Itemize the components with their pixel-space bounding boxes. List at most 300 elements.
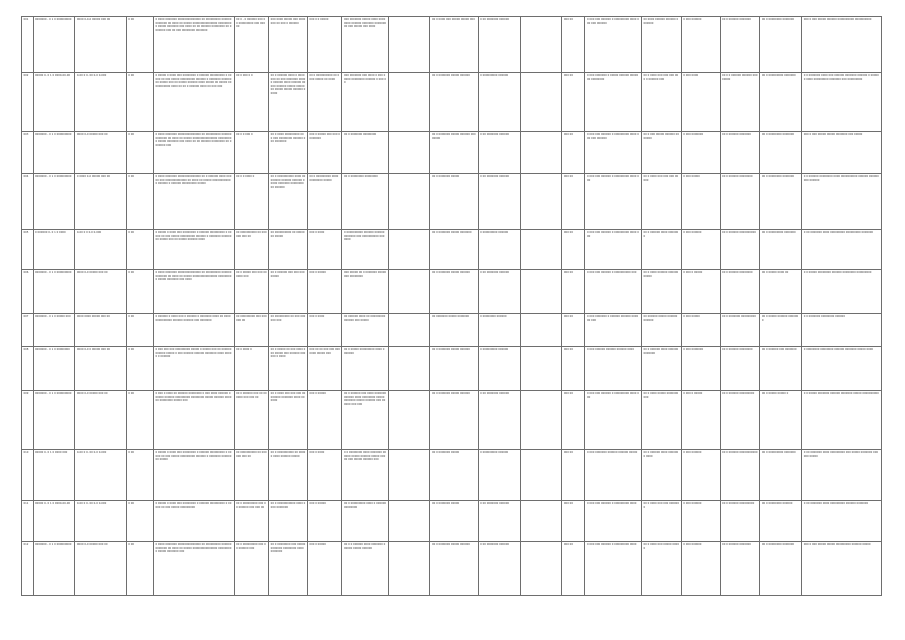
table-cell [478,450,520,501]
cell-text: 00 0 0000 000 000 000 00000 [643,175,679,182]
table-cell [153,230,234,270]
table-cell [388,347,430,391]
cell-text: 00 0 000000 000 0000000 [761,348,797,351]
table-cell [562,542,585,596]
table-cell [802,230,882,270]
cell-text: 005 [23,231,29,234]
table-cell [388,174,430,230]
table-cell [478,391,520,450]
table-cell [307,391,342,450]
cell-text: 0 00 0000000 0000 000000000 000000 0000000 [803,502,869,505]
cell-text: 0000000 - 0 1 0 000000000 [35,133,72,136]
table-row [22,230,882,270]
cell-text: 000 00 [563,315,573,318]
table-cell [22,230,34,270]
cell-text: 0 00 0000000 000000 [480,175,510,178]
cell-text: 000 0 00000 [309,392,326,395]
cell-text: 0 00 0000000 0000 000000000 000000000 0000000 [803,231,874,234]
cell-text: 0000000 - 0 1 0 00000 000 [35,315,71,318]
cell-text: 000 0 0000 [309,315,325,318]
table-row [22,132,882,174]
cell-text: 0 000 000 000000 0 000000000 0000 000 000 000000 [586,133,639,140]
cell-text: 0 0000 0000000 00000000000000 00 000000000 0000000000000 00 0000 00 00000 000000000000000 000000000 00000 0000000 000 0000 00 00 000000 00000000 00 0000000 000 [155,133,232,147]
table-cell [342,73,388,132]
table-cell [520,132,562,174]
table-cell [153,450,234,501]
cell-text: 006 [23,271,29,274]
cell-text: 0 000 00000 [683,315,700,318]
table-cell [520,174,562,230]
table-cell [520,230,562,270]
cell-text: 0 0000 0000000 00000000000000 00 000000000 0000000000000 00 0000 00 00000 000000000000000 000000000 00000 0000000 000 [155,543,232,554]
table-cell [430,391,478,450]
cell-text: 00 0 00000000 0000000 [761,133,795,136]
cell-text: 0 000 000 000000 0 000000000 0000 000 [586,231,639,238]
table-cell [75,132,126,174]
cell-text: 00 0 0000000 00000 000000 00000000 [431,133,476,140]
cell-text: 0-00 0 0- 00 0-0 0-000 [76,451,107,454]
document-page [21,16,882,596]
table-cell [802,450,882,501]
cell-text: 00 0 000000 00000000 [722,175,753,178]
table-cell [75,542,126,596]
cell-text: 0000 0-0 00000 000 00 [76,392,108,395]
cell-text: 00 0 000000000 000 00 000000 000 [236,543,266,550]
cell-text: 0000 0-0 0 00000 000 00 [76,348,111,351]
cell-text: 00 0 0000 000 00000 00000 000 [431,18,475,21]
cell-text: 0 0000 0000000 00000000000000 00 000000000 0000000000000 00 0000 00 00000 000000000000000 000000000 00000 0000000 000 0000 00 00 000000 00000000 00 0000000 000 00 000 00000000 0000000 [155,18,232,32]
cell-text: 0000 0000 00000 000 00 [76,315,110,318]
table-cell [642,314,682,347]
table-cell [307,450,342,501]
table-cell [642,270,682,314]
table-cell [22,17,34,73]
table-cell [307,230,342,270]
table-cell [562,347,585,391]
table-cell [478,174,520,230]
cell-text: 00 0 0 000000 000000 00000000 [722,74,758,81]
table-cell [760,450,802,501]
table-cell [33,391,75,450]
cell-text: 00 0 000000 000 0000 0000000 000000 0000 00000000 00000 0000000 00000 000000 000 000000 000 000 [343,392,387,406]
table-cell [720,501,760,542]
table-cell [520,314,562,347]
table-row [22,450,882,501]
table-cell [720,347,760,391]
cell-text: 0 000000000 000000 [480,74,509,77]
table-cell [22,174,34,230]
table-cell [126,132,153,174]
cell-text: 0 000 000 000000 0 000000000 0000 000 000 000000 [586,18,639,25]
table-cell [760,174,802,230]
cell-text: 00 0 0000000 00000 [431,502,460,505]
cell-text: 0 000 0000000 0 00000 000000 0000000 00000000 [586,74,639,81]
cell-text: 0 000 0000000 0 000000 000000 0000 00 000 [586,315,639,322]
cell-text: 00 0 0000 00000 0000000000 [643,392,679,399]
cell-text: 0 00 [128,543,134,546]
table-cell [642,132,682,174]
cell-text: 0 000 0000000 000000 000000 00000 [586,451,638,454]
table-cell [681,132,720,174]
table-row [22,347,882,391]
table-cell [720,542,760,596]
cell-text: 00 0 0000 000000000 00 0 000 00000000 000000 000 0000000 [270,133,306,144]
table-cell [33,230,75,270]
table-cell [22,270,34,314]
table-cell [802,73,882,132]
cell-text: 0 000000000 000000 [480,451,509,454]
table-cell [22,501,34,542]
table-cell [33,542,75,596]
cell-text: 000 00 [563,74,573,77]
table-cell [802,17,882,73]
cell-text: 00 0000000000 00 000000 000 00 [236,231,267,238]
table-cell [760,391,802,450]
cell-text: 00 0 000000 00000000 [722,271,753,274]
table-cell [681,270,720,314]
cell-text: 00 0 000 0 0 [236,74,253,77]
cell-text: 0 000 00000 [683,175,700,178]
cell-text: 000 0 000 00000 00000 000000000 000000 00000 [803,543,871,546]
table-cell [75,270,126,314]
table-cell [307,132,342,174]
table-cell [269,17,308,73]
table-cell [388,17,430,73]
table-cell [153,542,234,596]
table-cell [562,450,585,501]
table-cell [269,73,308,132]
table-row [22,391,882,450]
table-cell [430,132,478,174]
cell-text: 0 000 000 000000 0 0000000000 000 [586,271,637,274]
cell-text: 0000000 - 0 1 0 000000000 [35,18,72,21]
table-cell [720,132,760,174]
table-cell [720,270,760,314]
cell-text: 0 000 000 000000 0 000000000 0000 000 [586,392,639,399]
table-row [22,174,882,230]
table-cell [478,17,520,73]
table-cell [234,450,269,501]
table-cell [585,450,642,501]
cell-text: 00 0 0000000 00000 000000 [431,74,470,77]
cell-text: 008 [23,348,29,351]
table-cell [642,347,682,391]
table-cell [430,230,478,270]
table-cell [22,314,34,347]
cell-text: 000 00 [563,502,573,505]
cell-text: 000 0 000 00000 00000 0000000 000 00000 [803,133,863,136]
cell-text: 003 [23,133,29,136]
cell-text: 00 0 00000000 000 00000 0000000 00000000 0000 0000000 [270,543,306,554]
table-cell [342,450,388,501]
table-cell [430,270,478,314]
table-cell [585,542,642,596]
table-cell [681,347,720,391]
cell-text: 00 0 0000000 000000000 [722,315,756,318]
table-cell [126,347,153,391]
table-cell [585,347,642,391]
table-cell [430,174,478,230]
table-cell [430,347,478,391]
table-cell [33,17,75,73]
cell-text: 0 000 0000 [683,74,699,77]
table-cell [153,391,234,450]
table-cell [388,314,430,347]
table-cell [642,542,682,596]
table-cell [388,230,430,270]
table-cell [760,542,802,596]
cell-text: 010 [23,451,29,454]
cell-text: 00 0 000000000 0000000 [761,231,796,234]
cell-text: 0 00 [128,502,134,505]
cell-text: 0 000 0000000 [683,133,704,136]
table-cell [307,270,342,314]
table-cell [520,347,562,391]
cell-text: 0 0 0000000 0000 000 000000 0000000 000000 0 000000 0000 000000000 0000000 000 000000000 [803,74,879,81]
table-cell [478,132,520,174]
cell-text: 00000 0- 0 1 0 0000 000 [35,451,68,454]
table-cell [642,450,682,501]
table-cell [126,501,153,542]
table-cell [520,391,562,450]
table-cell [269,230,308,270]
cell-text: 00 0 0000000000 00 0 000 00000 00 0000 [309,74,340,81]
table-cell [585,314,642,347]
table-cell [126,270,153,314]
table-cell [478,501,520,542]
table-cell [33,314,75,347]
cell-text: 0 0 00000 0000000 000000 0000000 00000 0000000000 [803,392,879,395]
table-cell [642,17,682,73]
table-cell [234,132,269,174]
cell-text: 0 000000000 000000 [480,348,509,351]
cell-text: 0000 0-0 00000 000 00 [76,271,108,274]
table-cell [126,391,153,450]
cell-text: 00 0 00000000 0000000 [761,175,795,178]
cell-text: 00 0000 000000 000000 0000000 [643,18,679,25]
table-cell [153,17,234,73]
table-cell [75,450,126,501]
cell-text: 00 0 0000000 00000 [431,451,460,454]
table-cell [388,391,430,450]
table-cell [585,391,642,450]
cell-text: 0 000 000 000000 0 000000000 0000 [586,502,637,505]
table-cell [153,270,234,314]
cell-text: 0 00000 0 0000 000 00000000 0 000000 000000000 0 00000 00 000 00000 000000000 000000 0 0000000 00000000 00000 000 00 00000 000000 0000 [155,231,232,242]
table-cell [234,230,269,270]
table-cell [585,73,642,132]
cell-text: 0 00 [128,392,134,395]
table-cell [802,270,882,314]
cell-text: 00 0 000000 00000000000 [722,451,758,454]
cell-text: 0 0000000000 000000 000000 0000000 000 0000000000 000 0000 [343,231,385,242]
table-cell [520,542,562,596]
cell-text: 00000 0- 0 1 0 0000-00-00 [35,74,70,77]
cell-text: 0 00 [128,133,134,136]
table-cell [430,542,478,596]
cell-text: 000 00 [563,231,573,234]
cell-text: 0 000000 0 0000 000 0 000000 0 0000000 0000 00 00000000000000 000000 000000 000 0000000 [155,315,231,322]
table-cell [681,73,720,132]
table-cell [430,450,478,501]
cell-text: 00 0000000000 00 0000000 00000 [270,231,305,238]
cell-text: 0 00000 0 0000 000 00000000 0 000000 000000000 0 00000 00 000 00000 000000000 [155,502,232,509]
cell-text: 004 [23,175,29,178]
cell-text: 0 0 0000000 00000000 000000 [803,315,845,318]
table-cell [720,230,760,270]
cell-text: 00 0 000000000 0000000 [761,74,796,77]
table-cell [720,17,760,73]
cell-text: 0 0000 0-0 00000 000 00 [76,175,111,178]
cell-text: 0000000 - 0 1 0 000000000 [35,271,72,274]
table-cell [234,542,269,596]
table-cell [22,542,34,596]
table-cell [75,174,126,230]
cell-text: 00 0000000000 00 000000 000 00 [236,451,267,458]
table-cell [153,347,234,391]
table-cell [802,314,882,347]
table-cell [342,270,388,314]
table-cell [585,132,642,174]
table-cell [126,230,153,270]
table-cell [307,542,342,596]
cell-text: 012 [23,543,29,546]
table-cell [22,347,34,391]
table-cell [562,132,585,174]
table-cell [269,542,308,596]
cell-text: 0 0000 0000000 00000000000000 00 000000000 0000000000000 00 0000 00 00000 000000000000000 000000000 00000 0000000 000 0000 [155,271,232,282]
table-cell [802,347,882,391]
table-cell [760,73,802,132]
cell-text: 0 000 000000 [683,451,702,454]
cell-text: 00000 0- 0 1 0 0000-00-00 [35,502,70,505]
table-cell [802,542,882,596]
cell-text: 00 0 0000000 00000 [431,175,460,178]
table-cell [642,501,682,542]
cell-text: 000 0000000 000 0000 0 000 00000 00000000 000000 0 000 00 [343,74,387,85]
table-cell [642,230,682,270]
table-cell [642,73,682,132]
cell-text: 00 0 0000000000 0000 00000000 000000 000000 00000 0000000 00000000 00 000000 [270,175,306,189]
table-cell [585,17,642,73]
cell-text: 0 00 0000000 000000 [480,392,510,395]
table-cell [720,314,760,347]
cell-text: 0 0 00000000 0000 0000000 000000 00000 000000 00000 00000 000 00000 000000 000 [343,451,387,462]
cell-text: 00 0 000000000 0000 0 000000 00000000 [343,502,387,509]
cell-text: 0 000 000000 [683,231,702,234]
table-cell [22,132,34,174]
cell-text: 00 000000 00000 000000 000000 [643,315,678,322]
table-cell [22,73,34,132]
table-cell [75,230,126,270]
cell-text: 002 [23,74,29,77]
cell-text: 0-00 0 0 0-0 0-000 [76,231,102,234]
cell-text: 0-00 0 0- 00 0-0 0-000 [76,74,107,77]
table-row [22,542,882,596]
table-cell [681,450,720,501]
table-cell [802,174,882,230]
table-cell [562,73,585,132]
table-cell [585,174,642,230]
table-cell [430,501,478,542]
cell-text: 0 00 0000000 000000 [480,18,510,21]
cell-text: 00 0 000000 000000000 [722,392,755,395]
cell-text: 000 0 00000 000 000 00000000 [309,133,340,140]
table-cell [760,132,802,174]
table-cell [720,450,760,501]
cell-text: 00 0 00000000000 0000 0000 0000000 [270,502,306,509]
cell-text: 00 0 0000000 00000 000000 [431,392,470,395]
cell-text: 000 0 000 00000 000000 0000000000 0000000000 [803,18,872,21]
table-cell [802,132,882,174]
cell-text: 00 000000 0000 00 000000000 000000 000 00000 [343,315,386,322]
table-cell [126,17,153,73]
table-cell [681,391,720,450]
table-cell [388,501,430,542]
table-cell [562,270,585,314]
cell-text: 000 0 0000 [309,451,325,454]
cell-text: 000 00 [563,392,573,395]
cell-text: 000 00 [563,451,573,454]
table-cell [478,270,520,314]
table-cell [234,73,269,132]
table-cell [478,314,520,347]
table-cell [720,391,760,450]
table-cell [802,391,882,450]
table-cell [342,230,388,270]
table-cell [342,314,388,347]
table-cell [33,501,75,542]
table-cell [234,347,269,391]
cell-text: 00 0 0000000 00000 000000 [431,348,470,351]
cell-text: 00 0 0 0000 0 [236,175,255,178]
table-cell [269,391,308,450]
cell-text: 00 0 00000000 0000000 [761,18,795,21]
cell-text: 00 0 000000 0000 0 0000000 00 000 0000000 00000 000000 0000 000000 00000 000000 00000 00000 00 00000 00000 000000 00000 [270,74,306,95]
cell-text: 0 000 000000 000000 000000 0000 [586,348,634,351]
cell-text: 00 0 000000000 0000 00000000 00000 [309,175,339,182]
cell-text: 001 [23,18,29,21]
cell-text: 0 000 0 00000 [683,271,703,274]
cell-text: 00 0 0000000 00000 000000 [431,271,470,274]
table-cell [75,17,126,73]
cell-text: 00 0 00000 000 000 000000 000 [236,271,267,278]
cell-text: 00 0 000000000 0000000 [761,451,796,454]
cell-text: 00 0 000000000 000 00 000000 000 000 00 [236,502,266,509]
cell-text: 00 0 000 00000 000000 0000000 [643,133,679,140]
table-cell [478,73,520,132]
table-cell [153,174,234,230]
table-cell [33,73,75,132]
table-cell [75,314,126,347]
cell-text: 0 000 000000 [683,502,702,505]
cell-text: 00 0 0000 000000 000000 00000 [643,271,679,278]
cell-text: 000 0 0000 [309,231,325,234]
table-cell [75,347,126,391]
cell-text: 0 00 0000000 000000 [480,133,510,136]
cell-text: 0000 0-0-0 00000 000 00 [76,18,111,21]
table-cell [760,501,802,542]
cell-text: 007 [23,315,29,318]
table-cell [562,314,585,347]
table-cell [760,347,802,391]
cell-text: 009 [23,392,29,395]
cell-text: 0 00 [128,231,134,234]
table-cell [642,391,682,450]
table-cell [234,501,269,542]
cell-text: 00 0 000000 0000 0000000 [643,231,679,238]
table-cell [33,450,75,501]
